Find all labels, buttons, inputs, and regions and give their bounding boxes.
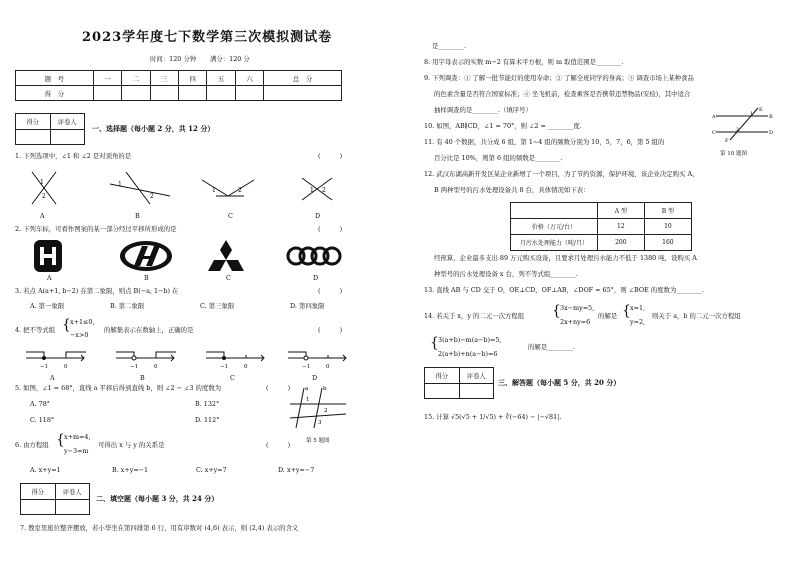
grader-name-cell[interactable] (50, 130, 85, 145)
q4-system-line-1: x+1≤0, (70, 318, 95, 326)
score-cell[interactable] (235, 86, 263, 101)
q1-answer-paren: ( ) (318, 152, 343, 160)
score-header: 二 (122, 71, 150, 86)
q1-fig-label: 1 (212, 187, 216, 194)
q14-text-b: 的解是 (598, 312, 618, 320)
q10-fig-label: 1 (750, 111, 754, 117)
q4-system-line-2: −x>0 (70, 331, 89, 339)
q6-system-line-1: x+m=4, (64, 433, 91, 441)
q4-tick-label: 0 (244, 364, 248, 370)
q12-table-cell: 价格（万元/台） (511, 219, 598, 235)
q12-text-3: 经预算，企业最多支出 89 万元购买设备，且要求月处理污水能力不低于 1380 吨，设购买 A (434, 254, 697, 262)
q3-option-c[interactable]: C. 第三象限 (200, 302, 235, 310)
q2-option-b[interactable]: B (144, 274, 149, 282)
q4-tick-label: −1 (130, 364, 139, 370)
q14-system1-line-2: 2x+ny=6 (560, 318, 591, 326)
q12-text-1: 12. 武汉东湖高新开发区某企业新增了一个项目，为了节约资源，保护环境，该企业决定购买 A、 (424, 170, 699, 178)
q15-text: 15. 计算 √5(√5 + 1/√5) + ∛(−64) − |−√81|. (424, 413, 562, 421)
grader-score-cell[interactable] (21, 500, 55, 515)
grader-box (424, 367, 494, 399)
q1-option-c[interactable]: C (228, 212, 233, 220)
q5-fig-label: 2 (324, 408, 328, 414)
section-1-heading: 一、选择题（每小题 2 分，共 12 分） (92, 124, 215, 133)
q6-answer-paren: ( ) (266, 441, 291, 449)
q5-option-b[interactable]: B. 132° (195, 400, 220, 408)
q10-figure-caption: 第 10 题图 (720, 151, 747, 157)
q12-device-table (510, 202, 692, 251)
grader-score-label: 得分 (26, 118, 40, 126)
honda-logo-icon (34, 240, 62, 272)
score-header: 四 (178, 71, 206, 86)
q5-text: 5. 如图，∠1 = 68°，直线 a 平移后得到直线 b，则 ∠2 − ∠3 的度数为 (15, 384, 222, 392)
q5-figure (290, 384, 350, 434)
q10-text: 10. 如图，AB∥CD，∠1 = 70°，则 ∠2 = ________度. (424, 122, 582, 130)
q3-option-d[interactable]: D. 第四象限 (290, 302, 325, 310)
q5-answer-paren: ( ) (266, 384, 291, 392)
q7-continuation: 是________. (432, 42, 466, 50)
q1-fig-label: 1 (118, 181, 122, 188)
q4-brace: { (62, 317, 71, 333)
q13-text: 13. 直线 AB 与 CD 交于 O，OE⊥CD，OF⊥AB，∠DOF = 65°，则 ∠BOE 的度数为________. (424, 286, 704, 294)
q5-fig-label: 1 (306, 397, 310, 403)
q1-text: 1. 下列选项中，∠1 和 ∠2 是对顶角的是 (15, 152, 132, 160)
q4-tick-label: −1 (220, 364, 229, 370)
q1-fig-label: 1 (40, 179, 44, 186)
q1-fig-label: 2 (238, 187, 242, 194)
q5-fig-label: 3 (318, 420, 322, 426)
q1-fig-label: 2 (322, 187, 326, 194)
q12-text-2: B 两种型号的污水处理设备共 8 台，具体情况如下表： (434, 186, 590, 194)
score-cell[interactable] (264, 86, 342, 101)
q1-fig-label: 2 (150, 193, 154, 200)
q6-text-a: 6. 由方程组 (15, 441, 49, 449)
score-header: 三 (150, 71, 178, 86)
q14-system1-line-1: 3x−my=5, (560, 304, 595, 312)
q5-fig-label: a (305, 386, 309, 392)
score-header: 总 分 (264, 71, 342, 86)
q4-tick-label: −1 (40, 364, 49, 370)
q6-option-d[interactable]: D. x+y=−7 (278, 466, 315, 474)
grader-name-label: 评卷人 (55, 484, 90, 499)
q4-text-b: 的解集表示在数轴上，正确的是 (104, 326, 194, 334)
q1-option-b[interactable]: B (135, 212, 140, 220)
q10-fig-label: F (725, 138, 729, 144)
q14-text-a: 14. 若关于 x，y 的二元一次方程组 (424, 312, 525, 320)
q10-figure (712, 106, 774, 146)
q1-option-d[interactable]: D (315, 212, 321, 220)
q4-option-a[interactable]: A (50, 374, 55, 382)
q14-text-d: 的解是________. (528, 343, 575, 351)
q14-text-c: 则关于 a，b 的二元一次方程组 (652, 312, 741, 320)
q12-table-cell: 200 (597, 235, 644, 251)
q2-text: 2. 下列车标，可看作图案的某一部分经过平移所形成的是 (15, 225, 177, 233)
exam-time: 时间：120 分钟 (150, 55, 197, 63)
grader-score-cell[interactable] (425, 384, 459, 399)
q12-table-cell: 12 (597, 219, 644, 235)
q5-figure-caption: 第 5 题图 (306, 438, 330, 444)
q3-text: 3. 若点 A(a+1, b−2) 在第二象限，则点 B(−a, 1−b) 在 (15, 287, 179, 295)
q8-text: 8. 用字母表示的实数 m−2 有算术平方根，则 m 取值范围是________. (424, 58, 624, 66)
score-header: 六 (235, 71, 263, 86)
q4-option-c[interactable]: C (230, 374, 235, 382)
q5-option-c[interactable]: C. 118° (30, 416, 55, 424)
q9-text-1: 9. 下列调查：① 了解一批节能灯的使用寿命；② 了解全班同学的身高；③ 调查市场上某种食品 (424, 74, 694, 82)
q4-number-lines (26, 348, 330, 370)
q14-brace: { (622, 303, 631, 319)
mitsubishi-logo-icon (208, 240, 244, 271)
q1-option-a[interactable]: A (40, 212, 45, 220)
score-header: 五 (207, 71, 235, 86)
score-header: 一 (93, 71, 121, 86)
q2-answer-paren: ( ) (318, 225, 343, 233)
q4-text-a: 4. 把不等式组 (15, 326, 56, 334)
q14-brace: { (430, 335, 439, 351)
q14-system2-line-1: 3(a+b)−m(a−b)=5, (438, 336, 502, 344)
q2-logos (30, 238, 330, 274)
q1-fig-label: 2 (42, 193, 46, 200)
q12-table-header: A 型 (597, 203, 644, 219)
q10-fig-label: A (712, 114, 716, 120)
section-2-heading: 二、填空题（每小题 3 分，共 24 分） (96, 494, 219, 503)
score-header: 题 号 (16, 71, 94, 86)
exam-title: 2023学年度七下数学第三次模拟测试卷 (82, 30, 333, 45)
q14-solution-line-2: y=2, (630, 318, 646, 326)
q6-option-b[interactable]: B. x+y=−1 (112, 466, 149, 474)
q4-tick-label: 0 (64, 364, 68, 370)
q11-text-1: 11. 有 40 个数据，共分成 6 组，第 1~4 组的频数分别为 10，5，7，6，第 5 组的 (424, 138, 665, 146)
grader-name-label: 评卷人 (459, 368, 494, 383)
q4-option-d[interactable]: D (312, 374, 318, 382)
q12-table-cell: 160 (644, 235, 691, 251)
grader-name-cell[interactable] (459, 384, 494, 399)
q6-option-c[interactable]: C. x+y=7 (196, 466, 227, 474)
score-cell[interactable] (122, 86, 150, 101)
grader-score-label: 得分 (435, 372, 449, 380)
q12-table-header (511, 203, 598, 219)
section-3-heading: 三、解答题（每小题 5 分，共 20 分） (498, 378, 621, 387)
q3-answer-paren: ( ) (318, 287, 343, 295)
q6-brace: { (56, 432, 65, 448)
q2-option-a[interactable]: A (47, 274, 52, 282)
q2-option-d[interactable]: D (313, 274, 319, 282)
q10-fig-label: D (769, 130, 774, 136)
q4-answer-paren: ( ) (318, 326, 343, 334)
grader-name-cell[interactable] (55, 500, 90, 515)
q10-fig-label: B (769, 114, 773, 120)
q14-system2-line-2: 2(a+b)+n(a−b)=6 (438, 350, 498, 358)
q14-brace: { (552, 303, 561, 319)
q1-fig-label: 1 (310, 187, 314, 194)
grader-box (15, 113, 85, 145)
q6-option-a[interactable]: A. x+y=1 (30, 466, 61, 474)
q6-text-b: 可得出 x 与 y 的关系是 (98, 441, 165, 449)
grader-name-label: 评卷人 (50, 114, 85, 129)
q2-option-c[interactable]: C (226, 274, 231, 282)
q9-text-2: 的色素含量是否符合国家标准；④ 坐飞机前，检查乘客是否携带违禁物品(安检)，其中适合 (434, 90, 691, 98)
q5-fig-label: b (323, 386, 327, 392)
q11-text-2: 百分比是 10%，则第 6 组的频数是________. (434, 154, 563, 162)
score-table (15, 70, 342, 101)
q7-text: 7. 教室里座位整齐摆放，若小华坐在第四排第 6 行，用有序数对 (4,6) 表示，则 (2,4) 表示的含义 (20, 524, 299, 532)
q6-system-line-2: y−3=m (64, 447, 89, 455)
q3-option-b[interactable]: B. 第二象限 (110, 302, 145, 310)
q9-text-3: 抽样调查的是________.（填序号） (434, 106, 532, 114)
audi-logo-icon (288, 248, 340, 264)
q5-option-d[interactable]: D. 112° (195, 416, 220, 424)
score-cell[interactable] (93, 86, 121, 101)
grader-score-cell[interactable] (16, 130, 50, 145)
q12-table-cell: 月污水处理能力（吨/月） (511, 235, 598, 251)
score-row-label: 得 分 (16, 86, 94, 101)
q12-text-4: 种型号的污水处理设备 x 台，列不等式组________. (434, 270, 578, 278)
grader-box (20, 483, 90, 515)
q3-option-a[interactable]: A. 第一象限 (30, 302, 65, 310)
hyundai-logo-icon (120, 241, 172, 271)
q4-option-b[interactable]: B (140, 374, 145, 382)
q5-option-a[interactable]: A. 78° (30, 400, 51, 408)
q4-tick-label: −1 (302, 364, 311, 370)
q4-tick-label: 0 (154, 364, 158, 370)
q4-tick-label: 0 (326, 364, 330, 370)
score-cell[interactable] (207, 86, 235, 101)
q14-solution-line-1: x=1, (630, 304, 646, 312)
exam-full-score: 满分：120 分 (210, 55, 250, 63)
score-cell[interactable] (178, 86, 206, 101)
q10-fig-label: C (712, 130, 716, 136)
q10-fig-label: E (759, 107, 763, 113)
q1-figures (30, 170, 330, 210)
q12-table-header: B 型 (644, 203, 691, 219)
q10-fig-label: 2 (736, 127, 740, 133)
q12-table-cell: 10 (644, 219, 691, 235)
grader-score-label: 得分 (31, 488, 45, 496)
score-cell[interactable] (150, 86, 178, 101)
